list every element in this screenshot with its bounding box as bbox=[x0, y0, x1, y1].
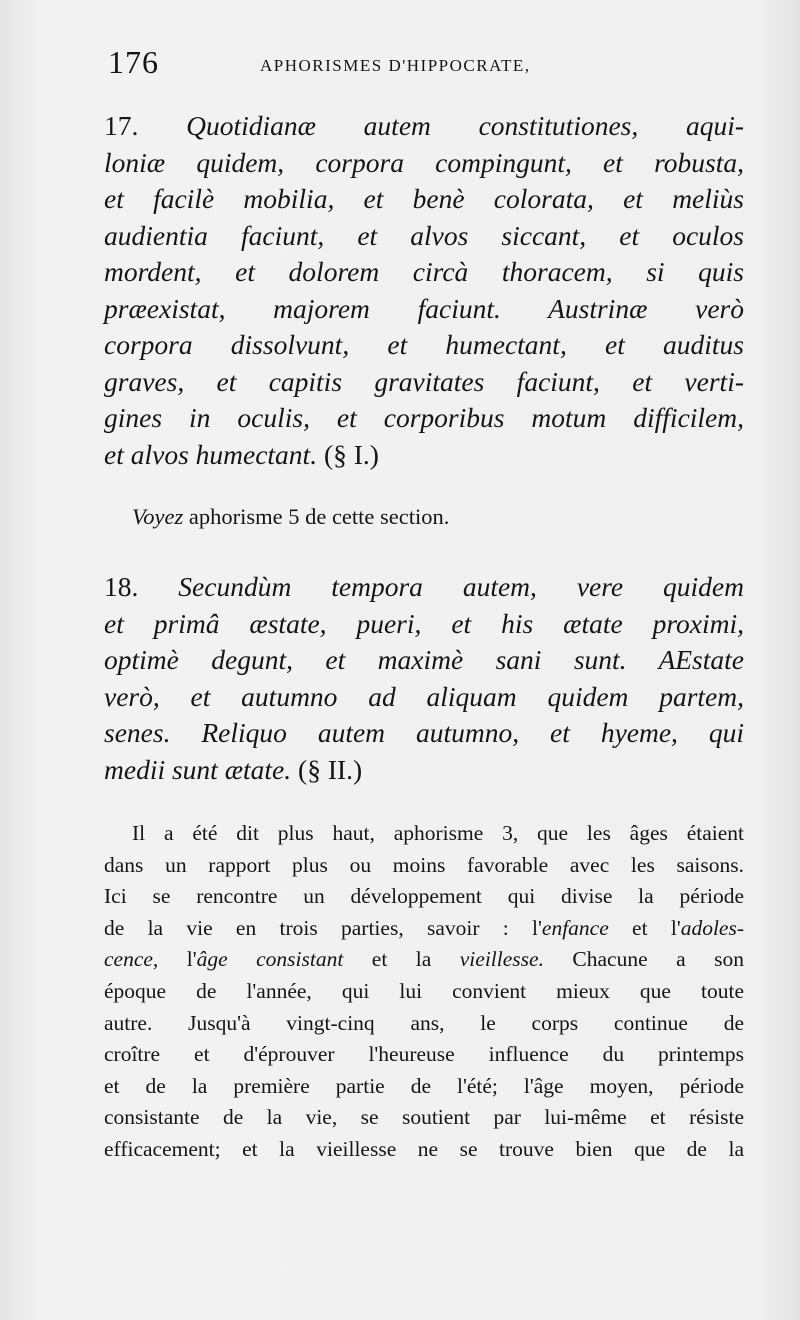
commentary-line: efficacement; et la vieillesse ne se trouve bien que de la bbox=[104, 1136, 744, 1161]
aphorism-17-line: corpora dissolvunt, et humectant, et auditus bbox=[104, 329, 744, 360]
aphorism-17-line: graves, et capitis gravitates faciunt, et verti- bbox=[104, 365, 744, 397]
aphorism-17-line: mordent, et dolorem circà thoracem, si quis bbox=[104, 256, 744, 287]
aphorism-17-line bbox=[104, 108, 744, 145]
commentary-line: consistante de la vie, se soutient par lui-même et résiste bbox=[104, 1105, 744, 1130]
commentary-italic: enfance bbox=[541, 915, 609, 940]
commentary-italic: cence bbox=[104, 947, 153, 972]
commentary-line: Il a été dit plus haut, aphorisme 3, que les âges étaient bbox=[132, 821, 744, 845]
commentary-italic: adoles- bbox=[680, 915, 744, 940]
section-reference: (§ I.) bbox=[317, 438, 379, 470]
commentary-text: , l' bbox=[152, 947, 197, 972]
aphorism-number: 18. bbox=[104, 571, 179, 602]
aphorism-17-line: et facilè mobilia, et benè colorata, et meliùs bbox=[104, 183, 744, 214]
commentary-text: Chacune a son bbox=[543, 947, 744, 972]
page-header bbox=[108, 44, 748, 84]
aphorism-18-text: medii sunt ætate. bbox=[104, 753, 292, 785]
aphorism-18-line: senes. Reliquo autem autumno, et hyeme, qui bbox=[104, 717, 744, 748]
commentary-line: époque de l'année, qui lui convient mieux que toute bbox=[104, 978, 744, 1003]
commentary-line: dans un rapport plus ou moins favorable avec les saisons. bbox=[104, 852, 744, 877]
aphorism-17-line bbox=[104, 437, 744, 474]
commentary-line: Ici se rencontre un développement qui divise la période bbox=[104, 884, 744, 909]
aphorism-17-text: et alvos humectant. bbox=[104, 438, 318, 470]
aphorism-18-line: verò, et autumno ad aliquam quidem partem, bbox=[104, 680, 744, 712]
aphorism-18-text: Secundùm tempora autem, vere quidem bbox=[178, 571, 744, 602]
commentary-18 bbox=[104, 818, 744, 1166]
note-17-italic bbox=[132, 504, 449, 529]
commentary-line bbox=[104, 913, 744, 945]
aphorism-17-text: Quotidianæ autem constitutiones, aqui- bbox=[186, 110, 744, 141]
aphorism-18-line bbox=[104, 569, 744, 606]
aphorism-17-line: gines in oculis, et corporibus motum difficilem, bbox=[104, 402, 744, 433]
commentary-line bbox=[104, 944, 744, 976]
aphorism-18-line: et primâ æstate, pueri, et his ætate proximi, bbox=[104, 607, 744, 639]
aphorism-18 bbox=[104, 569, 744, 788]
commentary-line: et de la première partie de l'été; l'âge moyen, période bbox=[104, 1073, 744, 1098]
commentary-line: croître et d'éprouver l'heureuse influence du printemps bbox=[104, 1042, 744, 1067]
commentary-line: autre. Jusqu'à vingt-cinq ans, le corps continue de bbox=[104, 1010, 744, 1035]
commentary-text: et la bbox=[343, 947, 460, 972]
note-17 bbox=[104, 502, 744, 532]
aphorism-17-line: loniæ quidem, corpora compingunt, et robusta, bbox=[104, 146, 744, 178]
aphorism-17-line: præexistat, majorem faciunt. Austrinæ verò bbox=[104, 292, 744, 324]
aphorism-17-line: audientia faciunt, et alvos siccant, et oculos bbox=[104, 219, 744, 251]
commentary-text: de la vie en trois parties, savoir : l' bbox=[104, 915, 542, 940]
page-number: 176 bbox=[108, 44, 159, 80]
aphorism-number: 17. bbox=[104, 110, 187, 141]
section-reference: (§ II.) bbox=[291, 753, 363, 785]
commentary-italic: vieillesse. bbox=[459, 947, 544, 972]
running-title: APHORISMES D'HIPPOCRATE, bbox=[260, 56, 531, 75]
aphorism-18-line bbox=[104, 752, 744, 789]
aphorism-17 bbox=[104, 108, 744, 473]
note-italic-word: Voyez bbox=[132, 504, 184, 529]
note-17-text: aphorisme 5 de cette section. bbox=[183, 504, 450, 529]
aphorism-18-line: optimè degunt, et maximè sani sunt. AEstate bbox=[104, 644, 744, 675]
commentary-italic: âge consistant bbox=[196, 947, 344, 972]
commentary-text: et l' bbox=[608, 915, 681, 940]
